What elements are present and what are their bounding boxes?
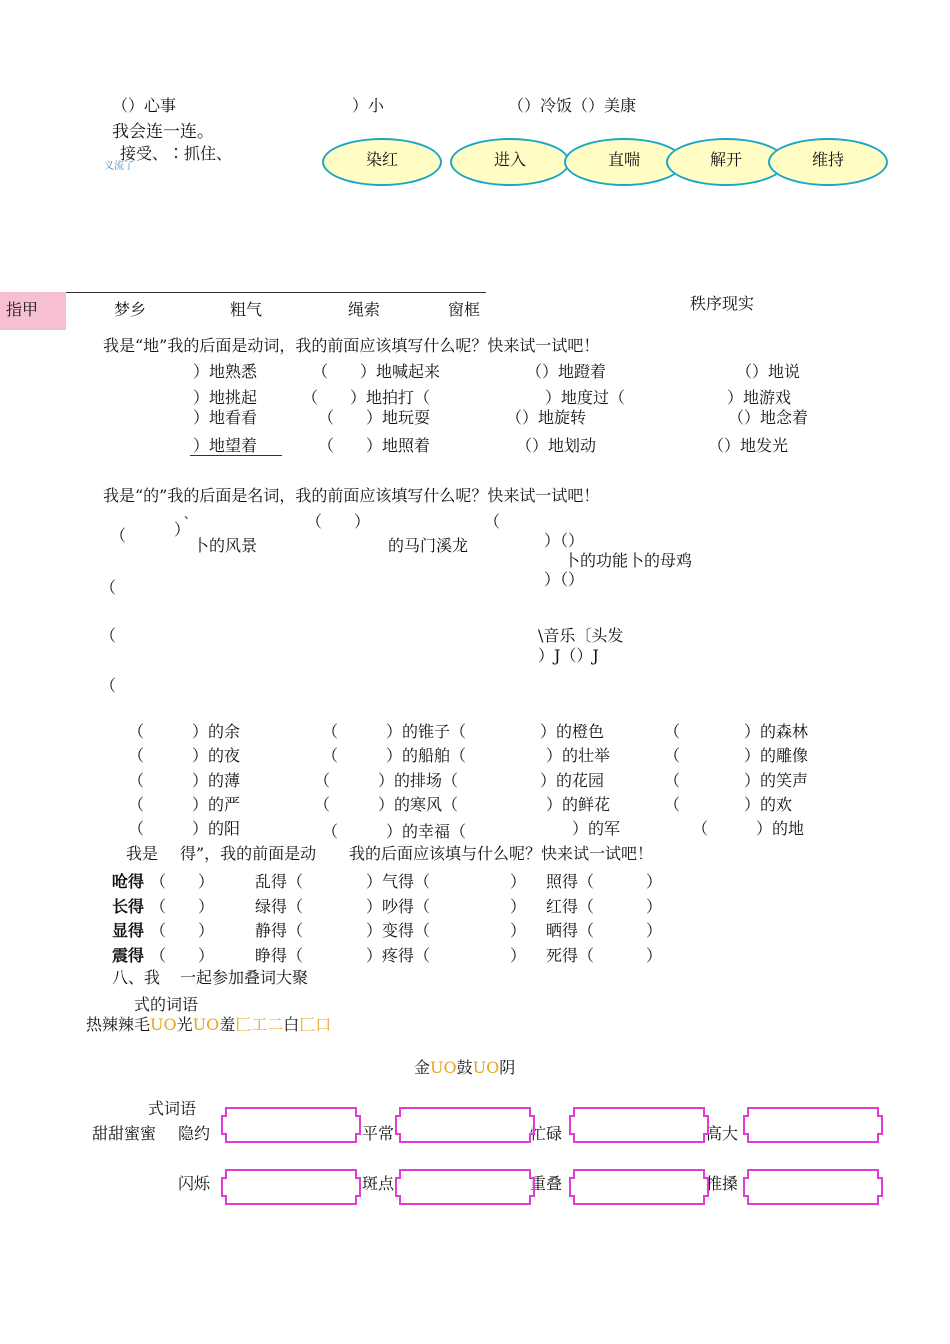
dei-cell: 死得（ [546,946,595,965]
de-cell: （ ）的地 [692,819,805,838]
word-1: 梦乡 [114,300,147,319]
redup-word: 甜甜蜜蜜 [92,1124,157,1143]
dei-title-c: 我的后面应该填与什么呢？快来试一试吧！ [349,844,654,863]
di-cell: （ ）地玩耍 [318,408,431,427]
redup-word: 重叠 [530,1174,563,1193]
dei-cell: 红得（ [546,897,595,916]
redup-line1: 热辣辣毛UO光UO羞匚工二白匚口 [86,1015,332,1034]
di-cell: （）地念着 [728,408,809,427]
answer-frame[interactable] [568,1106,710,1144]
dei-cell: 震得 [112,946,145,965]
oval-1: 染红 [322,138,442,186]
di-title: 我是“地”我的后面是动词，我的前面应该填写什么呢？快来试一试吧！ [103,336,600,355]
dei-cell: 显得 [112,921,145,940]
de-cell: （ ）的船舶（ [322,746,467,765]
answer-frame[interactable] [394,1168,536,1206]
dei-title-a: 我是 [126,844,159,863]
dei-cell: （ ） [150,946,215,965]
de-cell: （ ）的笑声 [664,771,809,790]
redup-subtitle: 式的词语 [134,995,199,1014]
dei-cell: 照得（ [546,872,595,891]
di-cell: （）地发光 [708,436,789,455]
de-cell: （ ）的森林 [664,722,809,741]
de-frag: （ [100,626,117,645]
dei-cell: （ ） [150,897,215,916]
redup-word: 忙碌 [530,1124,563,1143]
redup-word: 斑点 [362,1174,395,1193]
dei-cell: ） [510,897,527,916]
di-cell: （）地蹬着 [526,362,607,381]
word-3: 绳索 [348,300,381,319]
dei-cell: 长得 [112,897,145,916]
dei-cell: ）疼得（ [366,946,431,965]
answer-frame[interactable] [742,1106,884,1144]
dei-cell: （ ） [150,921,215,940]
dei-cell: ） [510,946,527,965]
dei-cell: ） [646,872,663,891]
de-cell: ）的花园 [540,771,605,790]
de-frag: ）（） [544,570,585,589]
de-cell: （ ）的阳 [128,819,241,838]
dei-cell: ）气得（ [366,872,431,891]
dei-cell: ）吵得（ [366,897,431,916]
di-cell: （）地划动 [516,436,597,455]
dei-cell: （ ） [150,872,215,891]
dei-cell: ） [510,872,527,891]
di-cell: ）地度过（ [545,388,626,407]
de-cell: （ ）的锥子（ [322,722,467,741]
de-cell: ）的壮举 [546,746,611,765]
redup-word: 平常 [362,1124,395,1143]
redup-word: 高大 [706,1124,739,1143]
dei-cell: ） [646,946,663,965]
oval-5: 维持 [768,138,888,186]
divider-line [66,292,486,293]
redup-line2: 金UO鼓UO阴 [414,1058,516,1077]
dei-cell: 呛得 [112,872,145,891]
di-cell: （ ）地拍打（ [302,388,431,407]
de-cell: （ ）的余 [128,722,241,741]
word-2: 粗气 [230,300,263,319]
de-frag: \音乐〔头发 [538,626,624,645]
di-cell: （）地说 [736,362,801,381]
top-row1-c: （）冷饭（）美康 [508,96,637,115]
de-cell: （ ）的欢 [664,795,793,814]
oval-4: 解开 [666,138,786,186]
de-frag: （ [484,512,501,531]
de-frag: 卜的风景 [193,536,258,555]
de-frag: ） [174,520,191,539]
answer-frame[interactable] [568,1168,710,1206]
de-frag: ）J（）J [538,646,599,665]
answer-frame[interactable] [220,1106,362,1144]
redup-title-b: 一起参加叠词大聚 [180,968,309,987]
de-cell: ）的鲜花 [546,795,611,814]
dei-title-b: 得”，我的前面是动 [180,844,317,863]
di-cell: ）地熟悉 [193,362,258,381]
de-cell: （ ）的夜 [128,746,241,765]
dei-cell: 静得（ [255,921,304,940]
de-frag: 、 [184,507,197,521]
word-right: 秩序现实 [690,294,755,313]
oval-3: 直喘 [564,138,684,186]
dei-cell: 睁得（ [255,946,304,965]
de-cell: （ ）的雕像 [664,746,809,765]
dei-cell: 晒得（ [546,921,595,940]
redup-sub2: 式词语 [148,1099,197,1118]
di-cell: （ ）地喊起来 [312,362,441,381]
oval-2: 进入 [450,138,570,186]
di-cell: ）地望着 [193,436,258,455]
de-frag: ）（） [544,531,585,550]
de-cell: ）的橙色 [540,722,605,741]
answer-frame[interactable] [742,1168,884,1206]
pink-label: 指甲 [6,300,39,319]
de-frag: （ [100,578,117,597]
top-row1-a: （）心事 [112,96,177,115]
connect-words: 接受、∶抓住、 [120,144,233,163]
de-frag: 的马门溪龙 [388,536,469,555]
di-cell: ）地看看 [193,408,258,427]
dei-cell: ） [646,921,663,940]
de-frag: （ [110,526,127,545]
answer-frame[interactable] [220,1168,362,1206]
de-cell: （ ）的排场（ [314,771,459,790]
di-cell: ）地游戏 [727,388,792,407]
redup-title-a: 八、我 [112,968,161,987]
dei-cell: ） [510,921,527,940]
underline [190,455,282,456]
dei-cell: 乱得（ [255,872,304,891]
redup-word: 推搡 [706,1174,739,1193]
de-cell: ）的军 [572,819,621,838]
connect-title: 我会连一连。 [112,122,214,142]
word-4: 窗框 [448,300,481,319]
di-cell: ）地挑起 [193,388,258,407]
redup-word: 隐约 [178,1124,211,1143]
answer-frame[interactable] [394,1106,536,1144]
redup-word: 闪烁 [178,1174,211,1193]
connect-small: 义流了 [104,161,134,172]
de-title: 我是“的”我的后面是名词，我的前面应该填写什么呢？快来试一试吧！ [103,486,600,505]
de-frag: 卜的功能卜的母鸡 [564,551,693,570]
de-cell: （ ）的严 [128,795,241,814]
top-row1-b: ）小 [352,96,385,115]
de-frag: （ [100,676,117,695]
dei-cell: ）变得（ [366,921,431,940]
dei-cell: 绿得（ [255,897,304,916]
di-cell: （）地旋转 [506,408,587,427]
de-cell: （ ）的寒风（ [314,795,459,814]
dei-cell: ） [646,897,663,916]
de-cell: （ ）的幸福（ [322,822,467,841]
de-frag: （ ） [306,512,371,531]
di-cell: （ ）地照着 [318,436,431,455]
de-cell: （ ）的薄 [128,771,241,790]
